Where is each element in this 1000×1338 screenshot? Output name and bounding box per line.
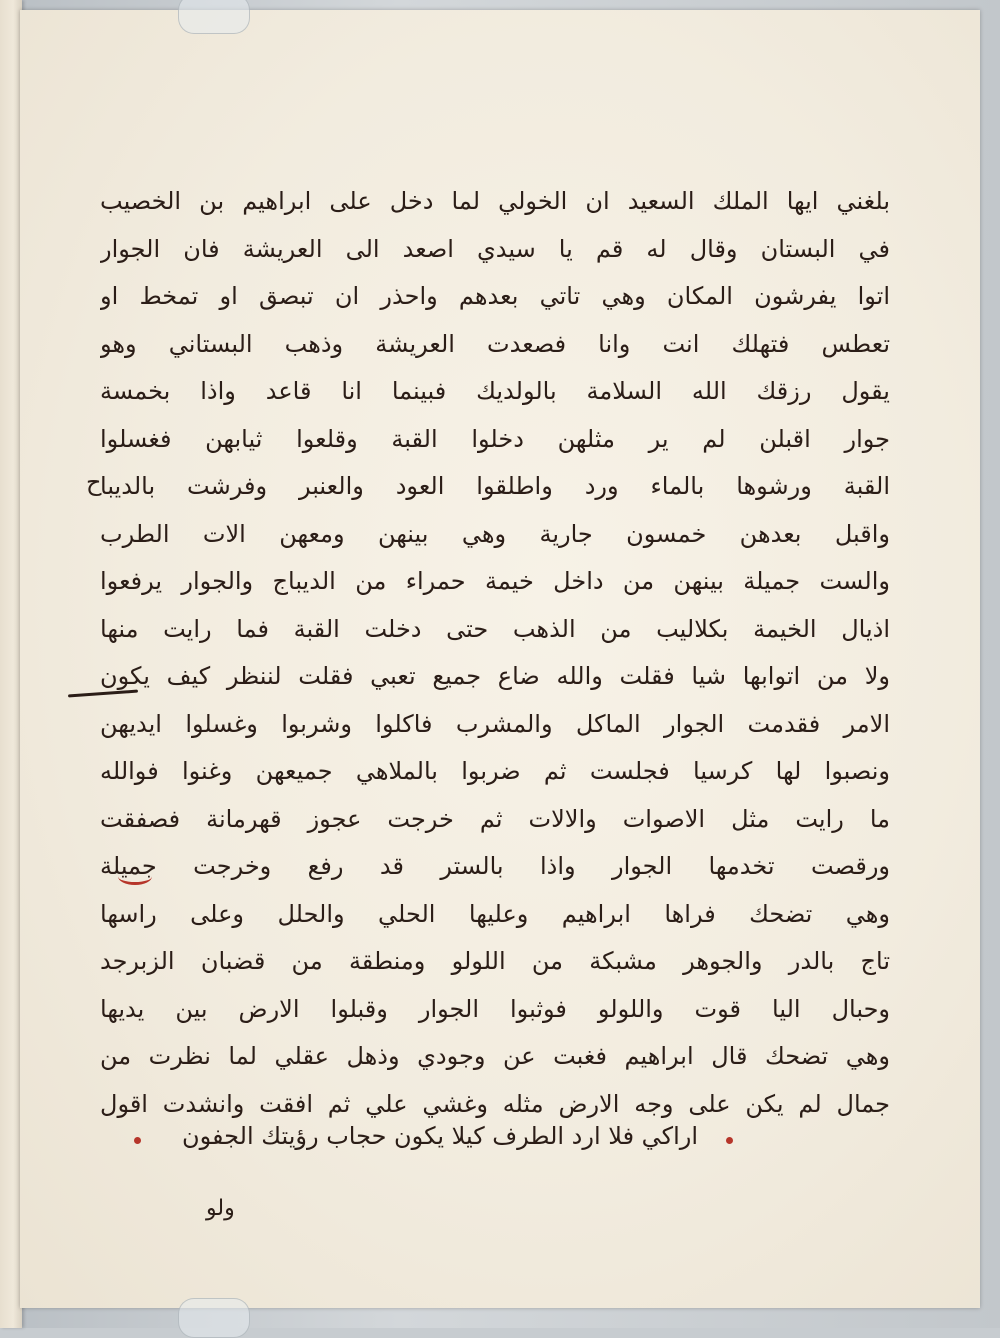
margin-note: ح (86, 468, 102, 496)
text-line: اذيال الخيمة بكلاليب من الذهب حتى دخلت القبة فما رايت منها (100, 614, 890, 643)
text-line: والست جميلة بينهن من داخل خيمة حمراء من الديباج والجوار يرفعوا (100, 567, 890, 595)
rubric-mark (118, 868, 152, 885)
text-line: الامر فقدمت الجوار الماكل والمشرب فاكلوا وشربوا وغسلوا ايديهن (100, 709, 890, 738)
text-line: وهي تضحك فراها ابراهيم وعليها الحلي والحلل وعلى راسها (100, 899, 890, 928)
verse-line: اراكي فلا ارد الطرف كيلا يكون حجاب رؤيتك الجفون (181, 1122, 699, 1150)
page-clip-top (178, 0, 250, 34)
text-line: بلغني ايها الملك السعيد ان الخولي لما دخل على ابراهيم بن الخصيب (100, 187, 890, 215)
text-line: تاج بالدر والجوهر مشبكة من اللولو ومنطقة من قضبان الزبرجد (100, 947, 890, 975)
text-line: وهي تضحك قال ابراهيم فغبت عن وجودي وذهل عقلي لما نظرت من (100, 1042, 890, 1070)
text-line: جمال لم يكن على وجه الارض مثله وغشي علي ثم افقت وانشدت اقول (100, 1089, 890, 1118)
text-line: يقول رزقك الله السلامة بالولديك فبينما انا قاعد واذا بخمسة (100, 377, 890, 405)
catchword: ولو (206, 1196, 235, 1221)
previous-leaf-edge (0, 0, 22, 1328)
text-line: ولا من اتوابها شيا فقلت والله ضاع جميع تعبي فقلت لننظر كيف يكون (100, 662, 890, 690)
text-line: تعطس فتهلك انت وانا فصعدت العريشة وذهب البستاني وهو (100, 329, 890, 358)
page-clip-bottom (178, 1298, 250, 1338)
manuscript-text-block (100, 178, 890, 1128)
text-line: القبة ورشوها بالماء ورد واطلقوا العود والعنبر وفرشت بالديبا (100, 472, 890, 500)
text-line: في البستان وقال له قم يا سيدي اصعد الى العريشة فان الجوار (100, 234, 890, 263)
text-line: واقبل بعدهن خمسون جارية وهي بينهن ومعهن الات الطرب (100, 519, 890, 548)
text-line: ونصبوا لها كرسيا فجلست ثم ضربوا بالملاهي جميعهن وغنوا فوالله (100, 757, 890, 785)
text-line: جوار اقبلن لم ير مثلهن دخلوا القبة وقلعوا ثيابهن فغسلوا (100, 424, 890, 453)
text-line: ما رايت مثل الاصوات والالات ثم خرجت عجوز قهرمانة فصفقت (100, 804, 890, 833)
verse-divider-dot (726, 1137, 733, 1144)
verse-divider-dot (134, 1137, 141, 1144)
text-line: ورقصت تخدمها الجوار واذا بالستر قد رفع وخرجت جميلة (100, 852, 890, 880)
text-line: وحبال اليا قوت واللولو فوثبوا الجوار وقبلوا الارض بين يديها (100, 994, 890, 1023)
text-line: اتوا يفرشون المكان وهي تاتي بعدهم واحذر ان تبصق او تمخط او (100, 282, 890, 310)
